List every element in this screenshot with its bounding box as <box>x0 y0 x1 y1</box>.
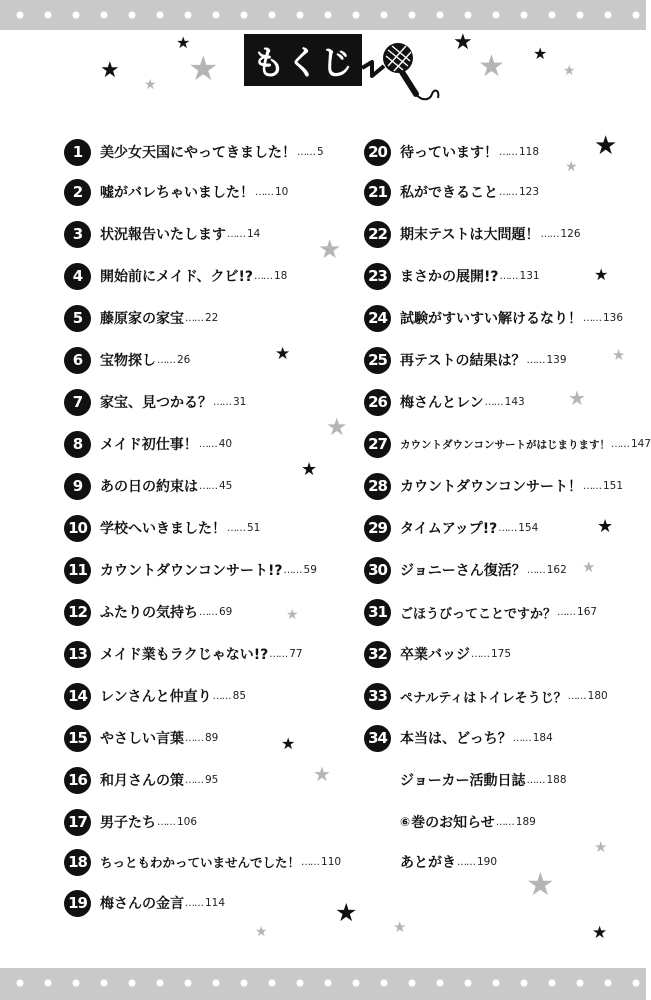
star-icon: ★ <box>275 344 291 364</box>
page-number: 114 <box>205 897 226 909</box>
chapter-number: 33 <box>364 683 391 710</box>
page-number: 95 <box>205 774 219 786</box>
page-number: 151 <box>603 480 624 492</box>
chapter-number: 26 <box>364 389 391 416</box>
chapter-title: ふたりの気持ち <box>100 605 198 621</box>
page-number: 162 <box>546 564 567 576</box>
toc-entry-1[interactable] <box>64 137 324 167</box>
chapter-title: 学校へいきました！ <box>100 521 226 537</box>
dot-leader: …… <box>269 648 288 660</box>
toc-entry-31[interactable] <box>364 597 597 627</box>
toc-entry-8[interactable] <box>64 429 232 459</box>
chapter-number: 28 <box>364 473 391 500</box>
dot-leader: …… <box>185 732 203 744</box>
star-icon: ★ <box>568 386 586 410</box>
page-number: 106 <box>177 816 198 828</box>
chapter-title: 男子たち <box>100 815 156 831</box>
star-icon: ★ <box>313 762 331 786</box>
toc-entry-19[interactable] <box>64 888 225 918</box>
chapter-number: 14 <box>64 683 91 710</box>
page-number: 14 <box>247 228 261 240</box>
chapter-number: 1 <box>64 139 91 166</box>
section-title: ジョーカー活動日誌 <box>400 773 526 789</box>
chapter-title: 状況報告いたします <box>100 227 226 243</box>
page-number: 136 <box>603 312 624 324</box>
chapter-number: 30 <box>364 557 391 584</box>
page-number: 18 <box>273 270 288 282</box>
chapter-number: 31 <box>364 599 391 626</box>
dot-leader: …… <box>157 354 175 366</box>
dot-leader: …… <box>185 312 203 324</box>
dotted-top-border <box>0 0 646 30</box>
star-icon: ★ <box>533 44 548 63</box>
page-number: 110 <box>321 856 342 868</box>
toc-entry-4[interactable] <box>64 261 287 291</box>
toc-entry-25[interactable] <box>364 345 567 375</box>
page-number: 131 <box>519 270 540 282</box>
chapter-title: ペナルティはトイレそうじ？ <box>400 690 567 706</box>
toc-entry-23[interactable] <box>364 261 540 291</box>
page-number: 5 <box>317 146 324 158</box>
toc-entry-3[interactable] <box>64 219 260 249</box>
toc-entry-26[interactable] <box>364 387 525 417</box>
star-icon: ★ <box>335 898 358 927</box>
dot-leader: …… <box>495 816 514 828</box>
page-number: 147 <box>631 438 651 450</box>
star-icon: ★ <box>326 413 348 441</box>
toc-entry-20[interactable] <box>364 137 539 167</box>
dot-leader: …… <box>199 606 217 618</box>
page-number: 154 <box>518 522 539 534</box>
toc-entry-5[interactable] <box>64 303 218 333</box>
dot-leader: …… <box>227 522 245 534</box>
dot-leader: …… <box>157 816 175 828</box>
chapter-number: 22 <box>364 221 391 248</box>
star-icon: ★ <box>478 49 505 84</box>
chapter-number: 5 <box>64 305 91 332</box>
star-icon: ★ <box>301 459 318 480</box>
chapter-title: やさしい言葉 <box>100 731 184 747</box>
chapter-title: 私ができること <box>400 185 498 201</box>
toc-entry-22[interactable] <box>364 219 581 249</box>
page-number: 45 <box>219 480 233 492</box>
chapter-number: 17 <box>64 809 91 836</box>
star-icon: ★ <box>286 607 299 623</box>
page-number: 10 <box>275 186 289 198</box>
dot-leader: …… <box>512 732 531 744</box>
toc-entry-11[interactable] <box>64 555 317 585</box>
page-number: 139 <box>546 354 567 366</box>
star-icon: ★ <box>526 865 555 903</box>
star-icon: ★ <box>594 838 608 856</box>
toc-entry-30[interactable] <box>364 555 567 585</box>
page-number: 123 <box>519 186 540 198</box>
toc-entry-18[interactable] <box>64 847 341 877</box>
page-number: 77 <box>289 648 303 660</box>
chapter-number: 20 <box>364 139 391 166</box>
toc-entry-33[interactable] <box>364 681 608 711</box>
dot-leader: …… <box>567 690 586 702</box>
dot-leader: …… <box>540 228 559 240</box>
chapter-number: 9 <box>64 473 91 500</box>
chapter-title: カウントダウンコンサート!? <box>100 563 283 579</box>
page-number: 26 <box>177 354 191 366</box>
chapter-title: 試験がすいすい解けるなり！ <box>400 311 582 327</box>
dot-leader: …… <box>611 438 629 450</box>
chapter-number: 29 <box>364 515 391 542</box>
chapter-number: 16 <box>64 767 91 794</box>
chapter-number: 6 <box>64 347 91 374</box>
star-icon: ★ <box>597 516 614 537</box>
star-icon: ★ <box>594 265 609 284</box>
chapter-number: 21 <box>364 179 391 206</box>
dot-leader: …… <box>213 396 231 408</box>
dot-leader: …… <box>227 228 245 240</box>
chapter-title: 本当は、どっち？ <box>400 731 512 747</box>
toc-entry-12[interactable] <box>64 597 232 627</box>
chapter-number: 32 <box>364 641 391 668</box>
star-icon: ★ <box>594 131 618 161</box>
chapter-number: 23 <box>364 263 391 290</box>
star-icon: ★ <box>582 558 596 576</box>
dot-leader: …… <box>526 564 545 576</box>
page-number: 22 <box>205 312 219 324</box>
chapter-title: 家宝、見つかる？ <box>100 395 212 411</box>
toc-entry-28[interactable] <box>364 471 623 501</box>
page-number: 40 <box>218 438 233 450</box>
chapter-title: 梅さんの金言 <box>100 896 184 912</box>
chapter-number: 25 <box>364 347 391 374</box>
toc-entry-2[interactable] <box>64 177 288 207</box>
star-icon: ★ <box>100 58 120 83</box>
page-number: 190 <box>477 856 498 868</box>
star-icon: ★ <box>563 63 576 79</box>
page-number: 118 <box>519 146 540 158</box>
dot-leader: …… <box>185 774 203 786</box>
chapter-number: 4 <box>64 263 91 290</box>
page-number: 69 <box>219 606 233 618</box>
toc-entry-17[interactable] <box>64 807 197 837</box>
chapter-number: 18 <box>64 849 91 876</box>
dot-leader: …… <box>297 146 315 158</box>
dot-leader: …… <box>255 186 273 198</box>
chapter-number: 2 <box>64 179 91 206</box>
dot-leader: …… <box>253 270 272 282</box>
chapter-title: 開始前にメイド、クビ!? <box>100 269 253 285</box>
dotted-bottom-border <box>0 968 646 1000</box>
page-number: 175 <box>491 648 512 660</box>
dot-leader: …… <box>526 774 545 786</box>
dot-leader: …… <box>198 438 217 450</box>
page-number: 188 <box>546 774 567 786</box>
chapter-title: メイド初仕事！ <box>100 437 198 453</box>
chapter-title: ちっともわかっていませんでした！ <box>100 855 301 870</box>
chapter-title: 期末テストは大問題！ <box>400 227 540 243</box>
star-icon: ★ <box>176 33 191 52</box>
toc-entry-27[interactable] <box>364 429 651 459</box>
toc-entry-7[interactable] <box>64 387 246 417</box>
dot-leader: …… <box>283 564 302 576</box>
star-icon: ★ <box>565 159 578 175</box>
dot-leader: …… <box>212 690 231 702</box>
star-icon: ★ <box>393 918 407 936</box>
star-icon: ★ <box>255 924 268 940</box>
chapter-title: メイド業もラクじゃない!? <box>100 647 269 663</box>
page-number: 89 <box>205 732 219 744</box>
section-title: あとがき <box>400 855 456 871</box>
page-number: 51 <box>247 522 261 534</box>
dot-leader: …… <box>471 648 489 660</box>
dot-leader: …… <box>583 312 601 324</box>
dot-leader: …… <box>499 146 517 158</box>
chapter-title: 美少女天国にやってきました！ <box>100 145 296 161</box>
chapter-title: 嘘がバレちゃいました！ <box>100 185 254 201</box>
star-icon: ★ <box>188 49 219 89</box>
chapter-title: 待っています！ <box>400 145 498 161</box>
page-number: 143 <box>504 396 525 408</box>
chapter-title: ジョニーさん復活？ <box>400 563 526 579</box>
chapter-title: 和月さんの策 <box>100 773 184 789</box>
chapter-title: 藤原家の家宝 <box>100 311 184 327</box>
page-number: 184 <box>532 732 553 744</box>
microphone-icon <box>350 36 450 106</box>
chapter-title: ごほうびってことですか？ <box>400 606 557 622</box>
chapter-title: 梅さんとレン <box>400 395 484 411</box>
page-number: 189 <box>515 816 536 828</box>
star-icon: ★ <box>453 30 473 55</box>
toc-entry-10[interactable] <box>64 513 260 543</box>
toc-entry-13[interactable] <box>64 639 303 669</box>
section-title: 巻のお知らせ <box>411 815 495 831</box>
dot-leader: …… <box>484 396 503 408</box>
toc-entry-32[interactable] <box>364 639 511 669</box>
chapter-number: 19 <box>64 890 91 917</box>
chapter-number: 15 <box>64 725 91 752</box>
toc-entry-24[interactable] <box>364 303 623 333</box>
dot-leader: …… <box>526 354 545 366</box>
star-icon: ★ <box>318 235 342 265</box>
star-icon: ★ <box>592 923 608 943</box>
star-icon: ★ <box>281 734 296 753</box>
chapter-number: 13 <box>64 641 91 668</box>
star-icon: ★ <box>612 346 626 364</box>
page-number: 31 <box>233 396 247 408</box>
star-icon: ★ <box>144 77 157 93</box>
chapter-title: レンさんと仲直り <box>100 689 212 705</box>
chapter-title: カウントダウンコンサートがはじまります！ <box>400 438 610 451</box>
dot-leader: …… <box>583 480 601 492</box>
chapter-title: 宝物探し <box>100 353 156 369</box>
chapter-title: タイムアップ!? <box>400 521 498 537</box>
dot-leader: …… <box>185 897 203 909</box>
dot-leader: …… <box>199 480 217 492</box>
dot-leader: …… <box>498 522 517 534</box>
page-number: 167 <box>577 606 598 618</box>
chapter-number: 3 <box>64 221 91 248</box>
page-number: 85 <box>232 690 247 702</box>
chapter-number: 7 <box>64 389 91 416</box>
page-number: 126 <box>560 228 581 240</box>
dot-leader: …… <box>457 856 475 868</box>
toc-entry-joker-diary[interactable] <box>400 765 567 795</box>
chapter-number: 8 <box>64 431 91 458</box>
page-title: もくじ <box>244 34 362 86</box>
chapter-number: 10 <box>64 515 91 542</box>
toc-entry-6[interactable] <box>64 345 190 375</box>
toc-entry-15[interactable] <box>64 723 218 753</box>
chapter-number: 11 <box>64 557 91 584</box>
toc-entry-afterword[interactable] <box>400 847 497 877</box>
chapter-title: あの日の約束は <box>100 479 198 495</box>
dot-leader: …… <box>557 606 576 618</box>
toc-entry-9[interactable] <box>64 471 232 501</box>
chapter-title: カウントダウンコンサート！ <box>400 479 582 495</box>
dot-leader: …… <box>301 856 320 868</box>
dot-leader: …… <box>499 186 517 198</box>
dot-leader: …… <box>499 270 518 282</box>
toc-entry-14[interactable] <box>64 681 246 711</box>
page-number: 180 <box>587 690 608 702</box>
chapter-number: 12 <box>64 599 91 626</box>
toc-entry-21[interactable] <box>364 177 539 207</box>
chapter-title: 卒業バッジ <box>400 647 470 663</box>
chapter-number: 27 <box>364 431 391 458</box>
toc-entry-16[interactable] <box>64 765 218 795</box>
toc-entry-29[interactable] <box>364 513 538 543</box>
chapter-number: 34 <box>364 725 391 752</box>
toc-entry-volume-notice[interactable] <box>400 807 536 837</box>
toc-entry-34[interactable] <box>364 723 553 753</box>
chapter-title: 再テストの結果は？ <box>400 353 526 369</box>
chapter-title: まさかの展開!? <box>400 269 499 285</box>
page-number: 59 <box>303 564 317 576</box>
chapter-number: 24 <box>364 305 391 332</box>
volume-number: ⑥ <box>400 815 411 829</box>
